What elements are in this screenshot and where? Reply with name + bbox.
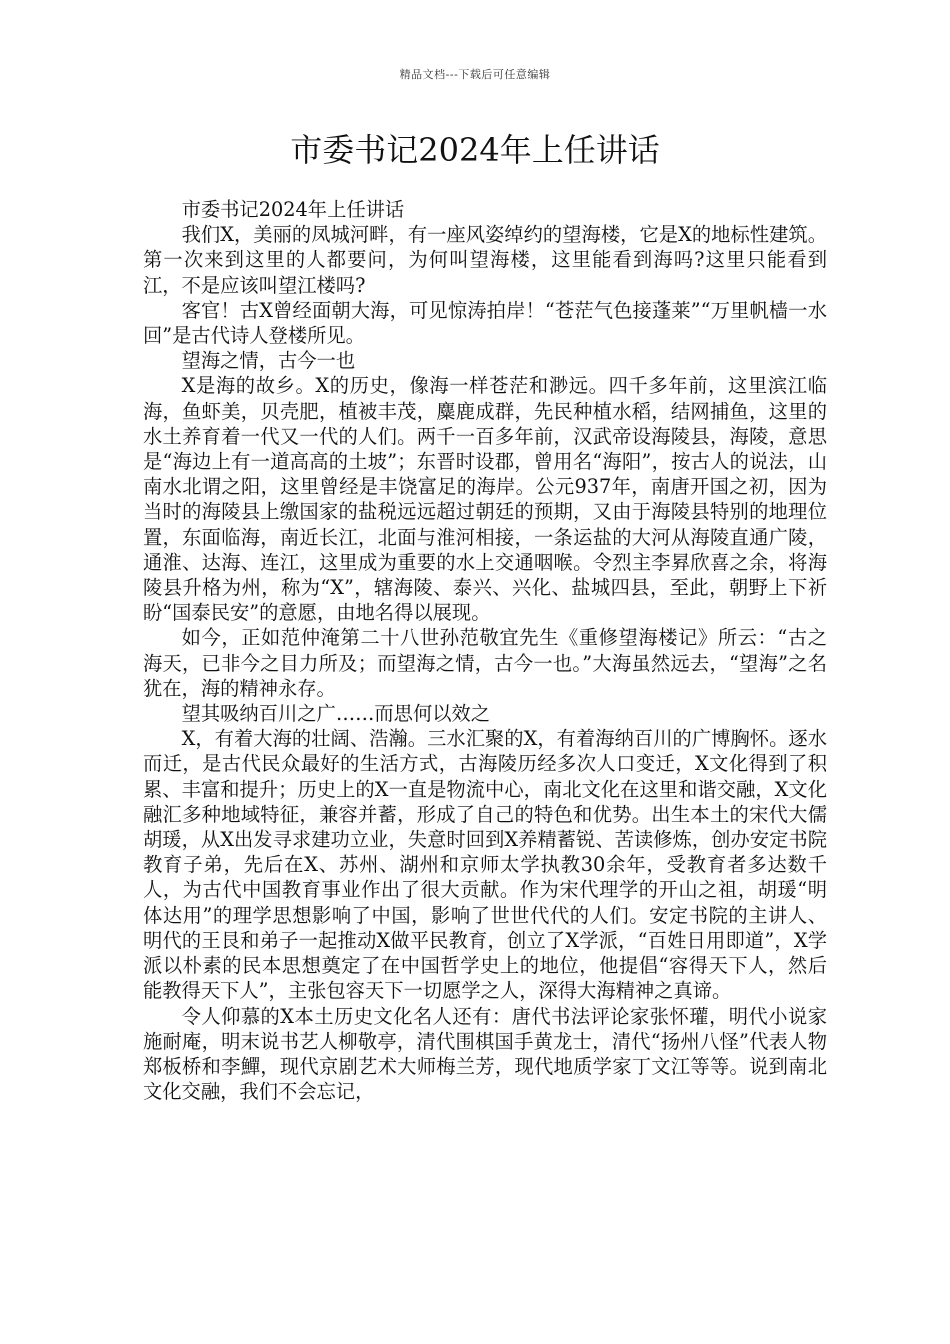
paragraph-subtitle: 市委书记2024年上任讲话 [181, 198, 405, 221]
paragraph: 如今，正如范仲淹第二十八世孙范敬宜先生《重修望海楼记》所云：“古之海天，已非今之目力所及；而望海之情，古今一也。”大海虽然远去，“望海”之名犹在，海的精神永存。 [143, 626, 827, 700]
paragraph: X是海的故乡。X的历史，像海一样苍茫和渺远。四千多年前，这里滨江临海，鱼虾美，贝壳肥，植被丰茂，麋鹿成群，先民种植水稻，结网捕鱼，这里的水土养育着一代又一代的人们。两千一百多年前，汉武帝设海陵县，海陵，意思是“海边上有一道高高的土坡”；东晋时设郡，曾用名“海阳”，按古人的说法，山南水北谓之阳，这里曾经是丰饶富足的海岸。公元937年，南唐开国之初，因为当时的海陵县上缴国家的盐税远远超过朝廷的预期，又由于海陵县特别的地理位置，东面临海，南近长江，北面与淮河相接，一条运盐的大河从海陵直通广陵，通淮、达海、连江，这里成为重要的水上交通咽喉。令烈主李昪欣喜之余，将海陵县升格为州，称为“X”，辖海陵、泰兴、兴化、盐城四县，至此，朝野上下祈盼“国泰民安”的意愿，由地名得以展现。 [143, 374, 827, 625]
document-title: 市委书记2024年上任讲话 [290, 131, 660, 169]
paragraph: X，有着大海的壮阔、浩瀚。三水汇聚的X，有着海纳百川的广博胸怀。逐水而迁，是古代民众最好的生活方式，古海陵历经多次人口变迁，X文化得到了积累、丰富和提升；历史上的X一直是物流中心，南北文化在这里和谐交融，X文化融汇多种地域特征，兼容并蓄，形成了自己的特色和优势。出生本土的宋代大儒胡瑗，从X出发寻求建功立业，失意时回到X养精蓄锐、苦读修炼，创办安定书院教育子弟，先后在X、苏州、湖州和京师太学执教30余年，受教育者多达数千人，为古代中国教育事业作出了很大贡献。作为宋代理学的开山之祖，胡瑗“明体达用”的理学思想影响了中国，影响了世世代代的人们。安定书院的主讲人、明代的王艮和弟子一起推动X做平民教育，创立了X学派，“百姓日用即道”，X学派以朴素的民本思想奠定了在中国哲学史上的地位，他提倡“容得天下人，然后能教得天下人”，主张包容天下一切愿学之人，深得大海精神之真谛。 [143, 727, 828, 1003]
paragraph: 令人仰慕的X本土历史文化名人还有：唐代书法评论家张怀瓘，明代小说家施耐庵，明末说书艺人柳敬亭，清代围棋国手黄龙士，清代“扬州八怪”代表人物郑板桥和李鱓，现代京剧艺术大师梅兰芳，现代地质学家丁文江等等。说到南北文化交融，我们不会忘记， [143, 1004, 827, 1104]
section-heading: 望其吸纳百川之广……而思何以效之 [181, 702, 491, 726]
document-body [143, 197, 827, 1104]
paragraph: 我们X，美丽的凤城河畔，有一座风姿绰约的望海楼，它是X的地标性建筑。第一次来到这里的人都要问，为何叫望海楼，这里能看到海吗?这里只能看到江，不是应该叫望江楼吗? [143, 223, 827, 297]
paragraph: 客官！古X曾经面朝大海，可见惊涛拍岸！“苍茫气色接蓬莱”“万里帆樯一水回”是古代诗人登楼所见。 [143, 298, 827, 348]
page-header-note: 精品文档---下载后可任意编辑 [399, 68, 551, 81]
section-heading: 望海之情，古今一也 [181, 349, 356, 373]
